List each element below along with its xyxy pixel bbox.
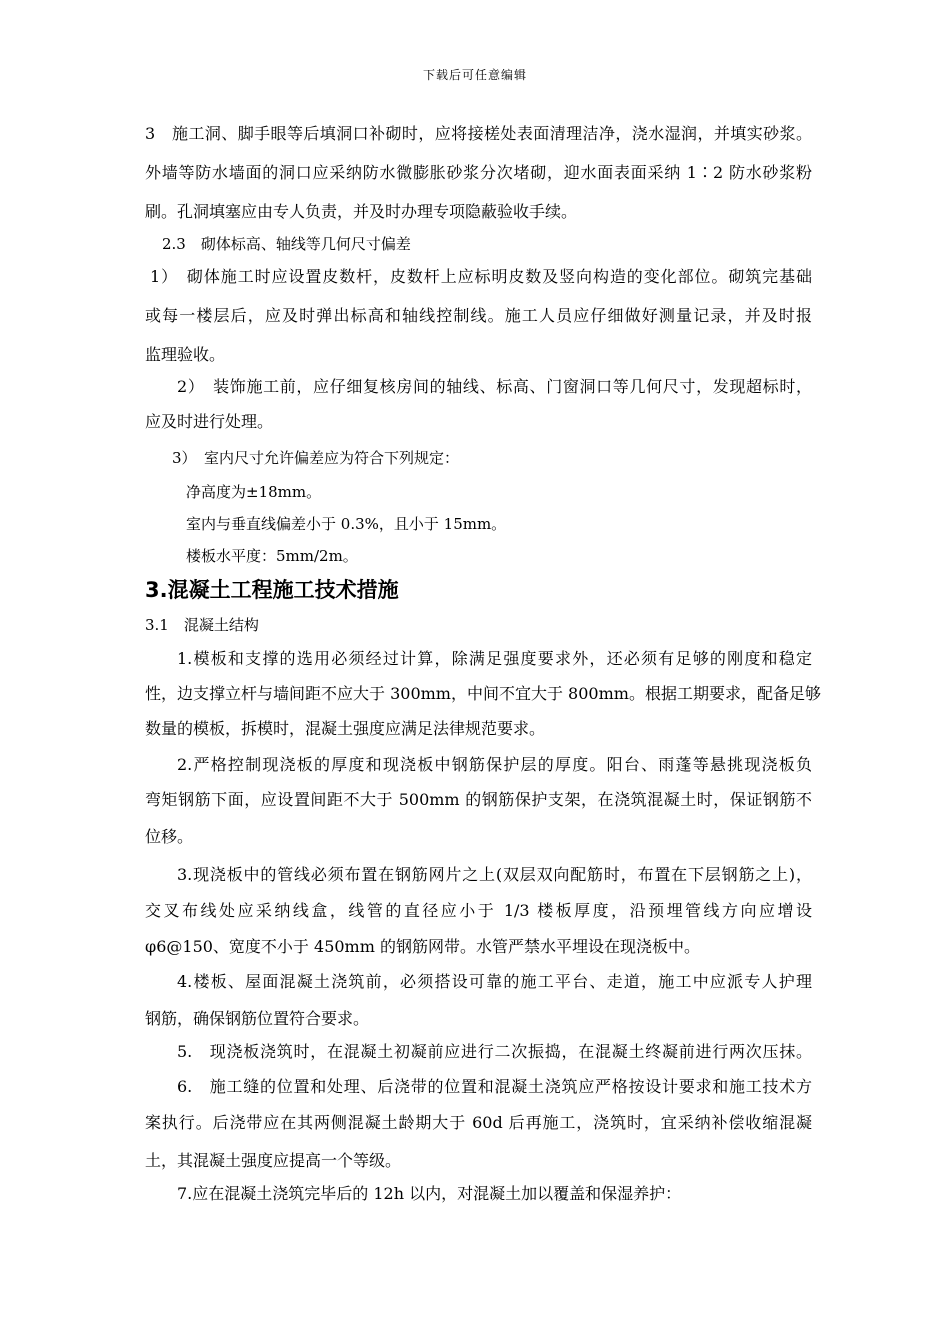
text-line: 1.模板和支撑的选用必须经过计算，除满足强度要求外，还必须有足够的刚度和稳定 — [177, 649, 812, 668]
section-heading: 2.3 砌体标高、轴线等几何尺寸偏差 — [162, 235, 411, 253]
text-line: 4.楼板、屋面混凝土浇筑前，必须搭设可靠的施工平台、走道，施工中应派专人护理 — [177, 972, 812, 991]
text-line: 楼板水平度：5mm/2m。 — [186, 547, 358, 565]
text-line: 室内与垂直线偏差小于 0.3%，且小于 15mm。 — [186, 515, 507, 533]
text-line: φ6@150、宽度不小于 450mm 的钢筋网带。水管严禁水平埋设在现浇板中。 — [145, 937, 700, 956]
text-line: 位移。 — [145, 827, 194, 846]
section-heading: 3.1 混凝土结构 — [145, 616, 259, 634]
text-line: 5. 现浇板浇筑时，在混凝土初凝前应进行二次振捣，在混凝土终凝前进行两次压抹。 — [177, 1042, 812, 1061]
text-line: 净高度为±18mm。 — [186, 483, 322, 501]
chapter-heading: 3.混凝土工程施工技术措施 — [145, 578, 399, 602]
text-line: 3.现浇板中的管线必须布置在钢筋网片之上(双层双向配筋时，布置在下层钢筋之上)， — [177, 865, 812, 884]
text-line: 案执行。后浇带应在其两侧混凝土龄期大于 60d 后再施工，浇筑时，宜采纳补偿收缩混凝 — [145, 1113, 812, 1132]
text-line: 外墙等防水墙面的洞口应采纳防水微膨胀砂浆分次堵砌，迎水面表面采纳 1∶2 防水砂浆粉 — [145, 163, 812, 182]
text-line: 6. 施工缝的位置和处理、后浇带的位置和混凝土浇筑应严格按设计要求和施工技术方 — [177, 1077, 812, 1096]
text-line: 1） 砌体施工时应设置皮数杆，皮数杆上应标明皮数及竖向构造的变化部位。砌筑完基础 — [150, 267, 812, 286]
text-line: 刷。孔洞填塞应由专人负责，并及时办理专项隐蔽验收手续。 — [145, 202, 578, 221]
text-line: 监理验收。 — [145, 345, 226, 364]
text-line: 应及时进行处理。 — [145, 412, 274, 431]
text-line: 弯矩钢筋下面，应设置间距不大于 500mm 的钢筋保护支架，在浇筑混凝土时，保证钢筋不 — [145, 790, 812, 809]
page-header: 下载后可任意编辑 — [422, 68, 527, 82]
text-line: 2.严格控制现浇板的厚度和现浇板中钢筋保护层的厚度。阳台、雨蓬等悬挑现浇板负 — [177, 755, 812, 774]
text-line: 2） 装饰施工前，应仔细复核房间的轴线、标高、门窗洞口等几何尺寸，发现超标时， — [177, 377, 812, 396]
text-line: 数量的模板，拆模时，混凝土强度应满足法律规范要求。 — [145, 719, 546, 738]
text-line: 3 施工洞、脚手眼等后填洞口补砌时，应将接槎处表面清理洁净，浇水湿润，并填实砂浆。 — [145, 124, 812, 143]
text-line: 交叉布线处应采纳线盒，线管的直径应小于 1/3 楼板厚度，沿预埋管线方向应增设 — [145, 901, 812, 920]
text-line: 钢筋，确保钢筋位置符合要求。 — [145, 1009, 370, 1028]
text-line: 7.应在混凝土浇筑完毕后的 12h 以内，对混凝土加以覆盖和保湿养护： — [177, 1184, 682, 1203]
text-line: 或每一楼层后，应及时弹出标高和轴线控制线。施工人员应仔细做好测量记录，并及时报 — [145, 306, 812, 325]
text-line: 土，其混凝土强度应提高一个等级。 — [145, 1151, 402, 1170]
text-line: 性，边支撑立杆与墙间距不应大于 300mm，中间不宜大于 800mm。根据工期要求，配备足够 — [145, 684, 821, 703]
text-line: 3） 室内尺寸允许偏差应为符合下列规定： — [172, 449, 460, 467]
